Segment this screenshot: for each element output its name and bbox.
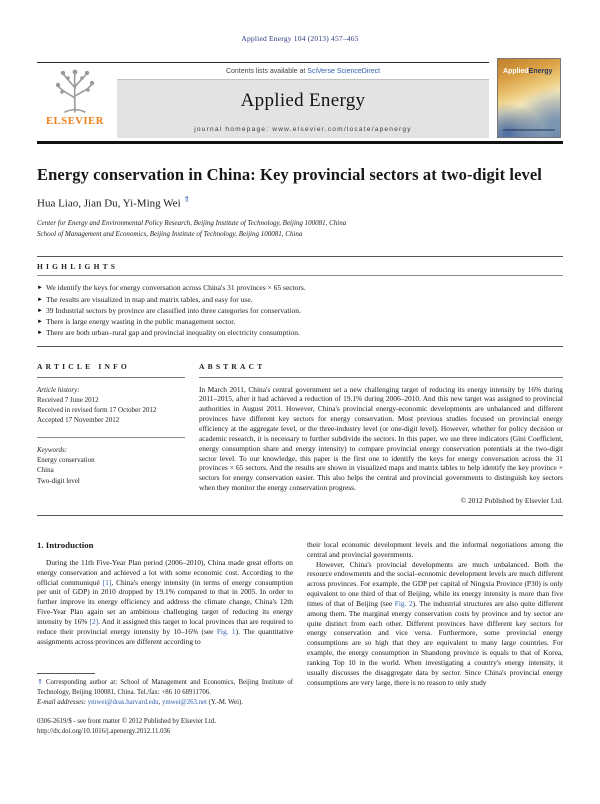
keywords-label: Keywords: bbox=[37, 446, 68, 455]
affiliation-line: School of Management and Economics, Beijing Institute of Technology, Beijing 100081, China bbox=[37, 229, 303, 238]
article-info-rule bbox=[37, 377, 185, 378]
paragraph-text: ). The quantitative assignments across provinces are different according to bbox=[37, 626, 293, 646]
paragraph-text: ). The industrial structures are also quite different among them. The marginal energy conservation costs by province and by sector are quite distinct from each other. Different provinces have different key sectors for energy conservation and vice versa. Furthermore, some provincial energy consumptions are so high that they are equivalent to many large countries. For example, the energy consumption in Shandong province is equals to that of Korea, ranking Top 10 in the world. When investigating a country's energy intensity, it usually discusses the disaggregate data by sector. Since China's provincial energy consumptions are very large, there is no reason to only study bbox=[307, 598, 564, 687]
journal-cover-thumbnail bbox=[497, 58, 561, 138]
bullet-arrow-icon: ► bbox=[37, 330, 43, 337]
elsevier-tree-icon bbox=[51, 68, 99, 115]
journal-homepage-link[interactable]: journal homepage: www.elsevier.com/locate/apenergy bbox=[194, 126, 412, 133]
keyword-item: Energy conservation bbox=[37, 456, 95, 465]
history-item: Received in revised form 17 October 2012 bbox=[37, 405, 157, 414]
paragraph-text: However, China's provincial developments are much unbalanced. Both the resource endowments and the social–economic development levels are much different across provinces. For example, the GDP per capital of Ningxia Province (P30) is only equivalent to one third of that of Beijing, while its energy intensity is more than five times of that of Beijing (see bbox=[307, 559, 563, 608]
keywords-block bbox=[37, 445, 185, 486]
highlight-item bbox=[37, 327, 563, 338]
highlight-item bbox=[37, 316, 563, 327]
paragraph-text: . And it assigned this target to local provinces that are required to reduce their provincial energy intensity by 10–16% (see bbox=[37, 616, 294, 636]
author-names: Hua Liao, Jian Du, Yi-Ming Wei bbox=[37, 197, 181, 210]
cover-bottom-bar bbox=[503, 129, 555, 131]
left-column bbox=[37, 540, 293, 737]
correspondence-note bbox=[37, 678, 293, 697]
email-link[interactable]: ymwei@263.net bbox=[161, 698, 207, 706]
email-suffix: (Y.-M. Wei). bbox=[206, 698, 243, 706]
publisher-footer bbox=[37, 717, 293, 736]
corresponding-author-mark: ⇑ bbox=[183, 195, 191, 204]
journal-banner-box bbox=[117, 79, 489, 138]
history-item: Received 7 June 2012 bbox=[37, 395, 99, 404]
highlight-text: 39 Industrial sectors by province are classified into three categories for conservation. bbox=[45, 305, 301, 315]
abstract-column bbox=[199, 347, 563, 505]
abstract-text: In March 2011, China's central government set a new challenging target of reducing its energy intensity by 16% during 2011–2015, after it had achieved a reduction of 19.1% during 2006–2010. And this new target was assigned to provincial authorities in August 2011. However, China's provincial energy-economic developments are unbalanced and different provinces have different key sectors for energy conservation. Most previous studies focused on provincial energy efficiency at the aggregate level, or the three-industry level (or one-digit level). However, whether for policy decision or academic research, it is necessary to further subdivide the sectors. In this paper, we use three indicators (Gini Coefficient, energy consumption share and energy intensity) to compare provincial energy conservation potentials at the two-digit sector level. To our knowledge, this paper is the first one to identify the keys for energy conversation across the 31 provinces × 65 sectors. And the results are shown in visualized maps and matrix tables to help identify the key province × sectors for energy conservation easier. This also helps the central and provincial governments to distinguish key sectors when they monitor the energy conservation progress. bbox=[199, 384, 563, 493]
highlight-text: There is large energy wasting in the public management sector. bbox=[45, 317, 236, 327]
article-history bbox=[37, 385, 185, 426]
inline-reference-link[interactable]: Fig. 2 bbox=[394, 598, 413, 608]
paragraph-text: their local economic development levels and the informal negotiations among the central and provincial governments. bbox=[307, 539, 563, 559]
article-info-column bbox=[37, 347, 185, 505]
abstract-bottom-rule bbox=[37, 515, 563, 516]
header-thick-divider bbox=[37, 141, 563, 144]
issn-line: 0306-2619/$ - see front matter © 2012 Published by Elsevier Ltd. bbox=[37, 718, 217, 726]
elsevier-logo bbox=[37, 65, 113, 138]
highlights-heading-rule bbox=[37, 275, 563, 276]
abstract-heading: ABSTRACT bbox=[199, 361, 266, 371]
sciverse-sciencedirect-link[interactable]: SciVerse ScienceDirect bbox=[307, 68, 381, 75]
contents-prefix: Contents lists available at bbox=[225, 68, 308, 75]
affiliation-line: Center for Energy and Environmental Policy Research, Beijing Institute of Technology, Beijing 100081, China bbox=[37, 218, 347, 227]
keyword-item: Two-digit level bbox=[37, 476, 80, 485]
email-separator: , bbox=[158, 698, 162, 706]
highlights-heading: HIGHLIGHTS bbox=[37, 262, 119, 272]
abstract-rule bbox=[199, 377, 563, 378]
footnote-block bbox=[37, 673, 293, 707]
highlight-text: We identify the keys for energy conversation across China's 31 provinces × 65 sectors. bbox=[45, 283, 306, 293]
bullet-arrow-icon: ► bbox=[37, 319, 43, 326]
email-line bbox=[37, 698, 293, 708]
copyright-line: © 2012 Published by Elsevier Ltd. bbox=[460, 495, 563, 505]
intro-paragraph bbox=[307, 540, 563, 560]
paragraph-text: During the 11th Five-Year Plan period (2006–2010), China made great efforts on energy conservation and achieved a lot with some economic cost. According to the official communiqué bbox=[37, 557, 293, 587]
footnote-rule bbox=[37, 673, 95, 674]
affiliations bbox=[37, 218, 563, 240]
bullet-arrow-icon: ► bbox=[37, 296, 43, 303]
introduction-heading: 1. Introduction bbox=[37, 539, 94, 550]
paragraph-text: , China's energy intensity (in terms of energy consumption per unit of GDP) in 2010 dropped by 19.1% compared to that in 2005. In order to further improve its energy efficiency and address the climate change, China's 12th Five-Year Plan again set an ambitious challenging target of reducing its energy intensity by 16% bbox=[37, 577, 293, 626]
intro-paragraph bbox=[37, 558, 293, 647]
cover-title bbox=[503, 68, 552, 75]
highlight-item bbox=[37, 282, 563, 293]
journal-citation: Applied Energy 104 (2013) 457–465 bbox=[241, 34, 359, 43]
keyword-item: China bbox=[37, 466, 54, 475]
bullet-arrow-icon: ► bbox=[37, 285, 43, 292]
email-link[interactable]: ymwei@deas.harvard.edu bbox=[87, 698, 159, 706]
intro-paragraph bbox=[307, 560, 563, 688]
right-column bbox=[307, 540, 563, 737]
article-history-label: Article history: bbox=[37, 385, 80, 394]
elsevier-wordmark: ELSEVIER bbox=[46, 116, 104, 127]
inline-reference-link[interactable]: Fig. 1 bbox=[216, 626, 236, 636]
cover-word-energy: Energy bbox=[528, 68, 553, 75]
info-abstract-section bbox=[37, 347, 563, 505]
highlight-text: The results are visualized in map and matrix tables, and easy for use. bbox=[45, 294, 253, 304]
highlight-item bbox=[37, 305, 563, 316]
journal-header-banner bbox=[37, 62, 563, 138]
email-label: E-mail addresses: bbox=[37, 698, 88, 706]
history-item: Accepted 17 November 2012 bbox=[37, 416, 120, 425]
authors-line bbox=[37, 195, 563, 210]
cover-word-applied: Applied bbox=[503, 68, 529, 75]
highlights-list bbox=[37, 282, 563, 338]
doi-link[interactable]: http://dx.doi.org/10.1016/j.apenergy.2012.11.036 bbox=[37, 727, 171, 735]
body-columns bbox=[37, 540, 563, 737]
correspondence-text: Corresponding author at: School of Management and Economics, Beijing Institute of Technology, Beijing 100081, China. Tel./fax: +86 10 68911706. bbox=[37, 679, 293, 697]
inline-reference-link[interactable]: [2] bbox=[89, 616, 99, 626]
article-title: Energy conservation in China: Key provincial sectors at two-digit level bbox=[37, 165, 542, 184]
footnote-marker: ⇑ bbox=[37, 679, 43, 687]
highlight-item bbox=[37, 294, 563, 305]
bullet-arrow-icon: ► bbox=[37, 307, 43, 314]
article-info-heading: ARTICLE INFO bbox=[37, 361, 130, 371]
keywords-divider bbox=[37, 437, 185, 438]
inline-reference-link[interactable]: [1] bbox=[102, 577, 112, 587]
highlight-text: There are both urban–rural gap and provincial inequality on electricity consumption. bbox=[45, 328, 300, 338]
contents-line bbox=[117, 65, 489, 79]
journal-title: Applied Energy bbox=[240, 90, 366, 111]
